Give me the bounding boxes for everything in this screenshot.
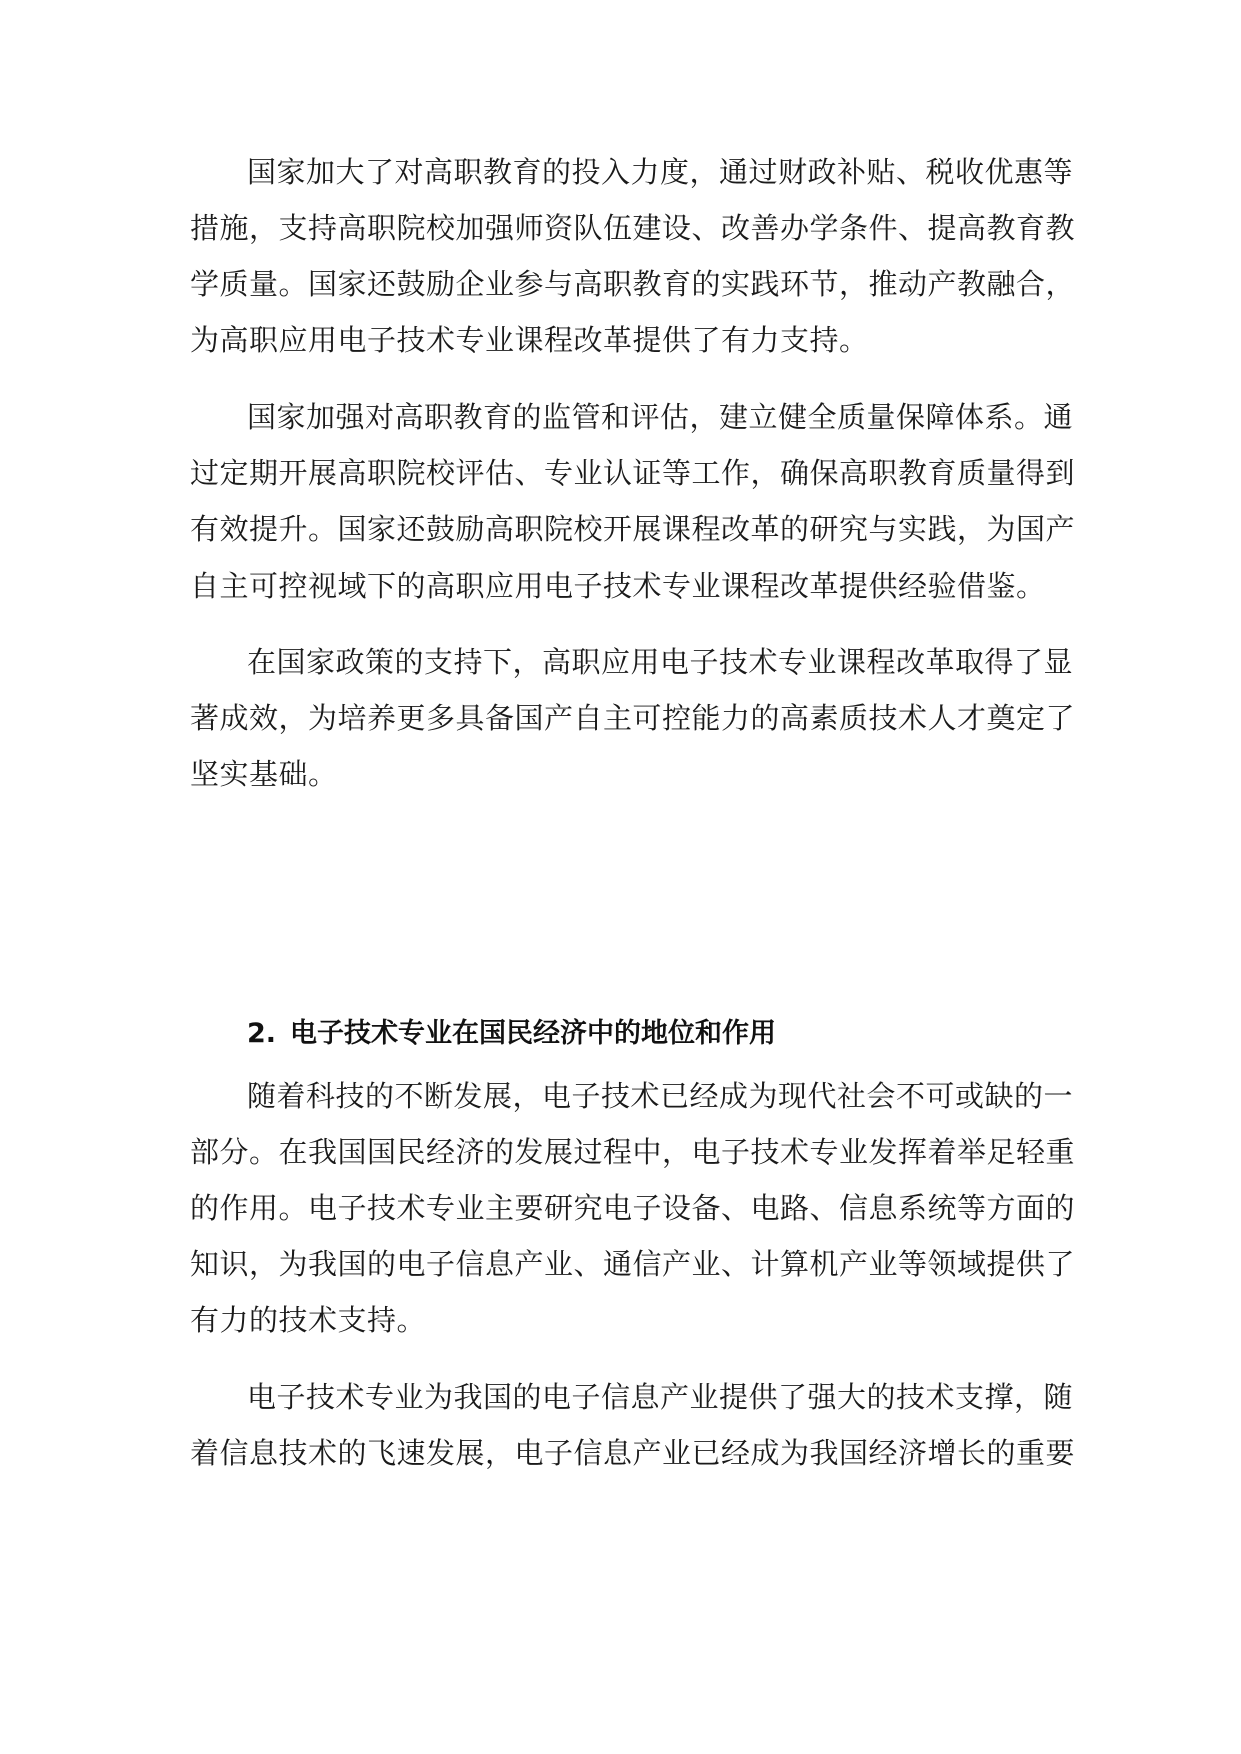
paragraph-2-line-1: 国家加强对高职教育的监管和评估，建立健全质量保障体系。通	[247, 400, 1074, 434]
section-paragraph-1-line-1: 随着科技的不断发展，电子技术已经成为现代社会不可或缺的一	[247, 1079, 1074, 1113]
section-paragraph-2-line-1: 电子技术专业为我国的电子信息产业提供了强大的技术支撑，随	[247, 1380, 1074, 1414]
section-paragraph-2-line-2: 着信息技术的飞速发展，电子信息产业已经成为我国经济增长的重要	[190, 1436, 1076, 1470]
paragraph-2-line-3: 有效提升。国家还鼓励高职院校开展课程改革的研究与实践，为国产	[190, 512, 1076, 546]
paragraph-1-line-2: 措施，支持高职院校加强师资队伍建设、改善办学条件、提高教育教	[190, 211, 1076, 245]
paragraph-2-line-4: 自主可控视域下的高职应用电子技术专业课程改革提供经验借鉴。	[190, 569, 1046, 603]
section-heading-number: 2.	[247, 1018, 277, 1049]
section-paragraph-1-line-5: 有力的技术支持。	[190, 1303, 427, 1337]
paragraph-3-line-1: 在国家政策的支持下，高职应用电子技术专业课程改革取得了显	[247, 645, 1074, 679]
section-heading-title: 电子技术专业在国民经济中的地位和作用	[290, 1018, 777, 1049]
section-paragraph-1-line-3: 的作用。电子技术专业主要研究电子设备、电路、信息系统等方面的	[190, 1191, 1076, 1225]
section-paragraph-1-line-4: 知识，为我国的电子信息产业、通信产业、计算机产业等领域提供了	[190, 1247, 1076, 1281]
paragraph-3-line-3: 坚实基础。	[190, 757, 338, 791]
paragraph-2-line-2: 过定期开展高职院校评估、专业认证等工作，确保高职教育质量得到	[190, 456, 1076, 490]
paragraph-1-line-4: 为高职应用电子技术专业课程改革提供了有力支持。	[190, 323, 869, 357]
paragraph-3-line-2: 著成效，为培养更多具备国产自主可控能力的高素质技术人才奠定了	[190, 701, 1076, 735]
section-paragraph-1-line-2: 部分。在我国国民经济的发展过程中，电子技术专业发挥着举足轻重	[190, 1135, 1076, 1169]
paragraph-1-line-1: 国家加大了对高职教育的投入力度，通过财政补贴、税收优惠等	[247, 155, 1074, 189]
section-heading	[247, 1014, 776, 1054]
paragraph-1-line-3: 学质量。国家还鼓励企业参与高职教育的实践环节，推动产教融合，	[190, 267, 1076, 301]
